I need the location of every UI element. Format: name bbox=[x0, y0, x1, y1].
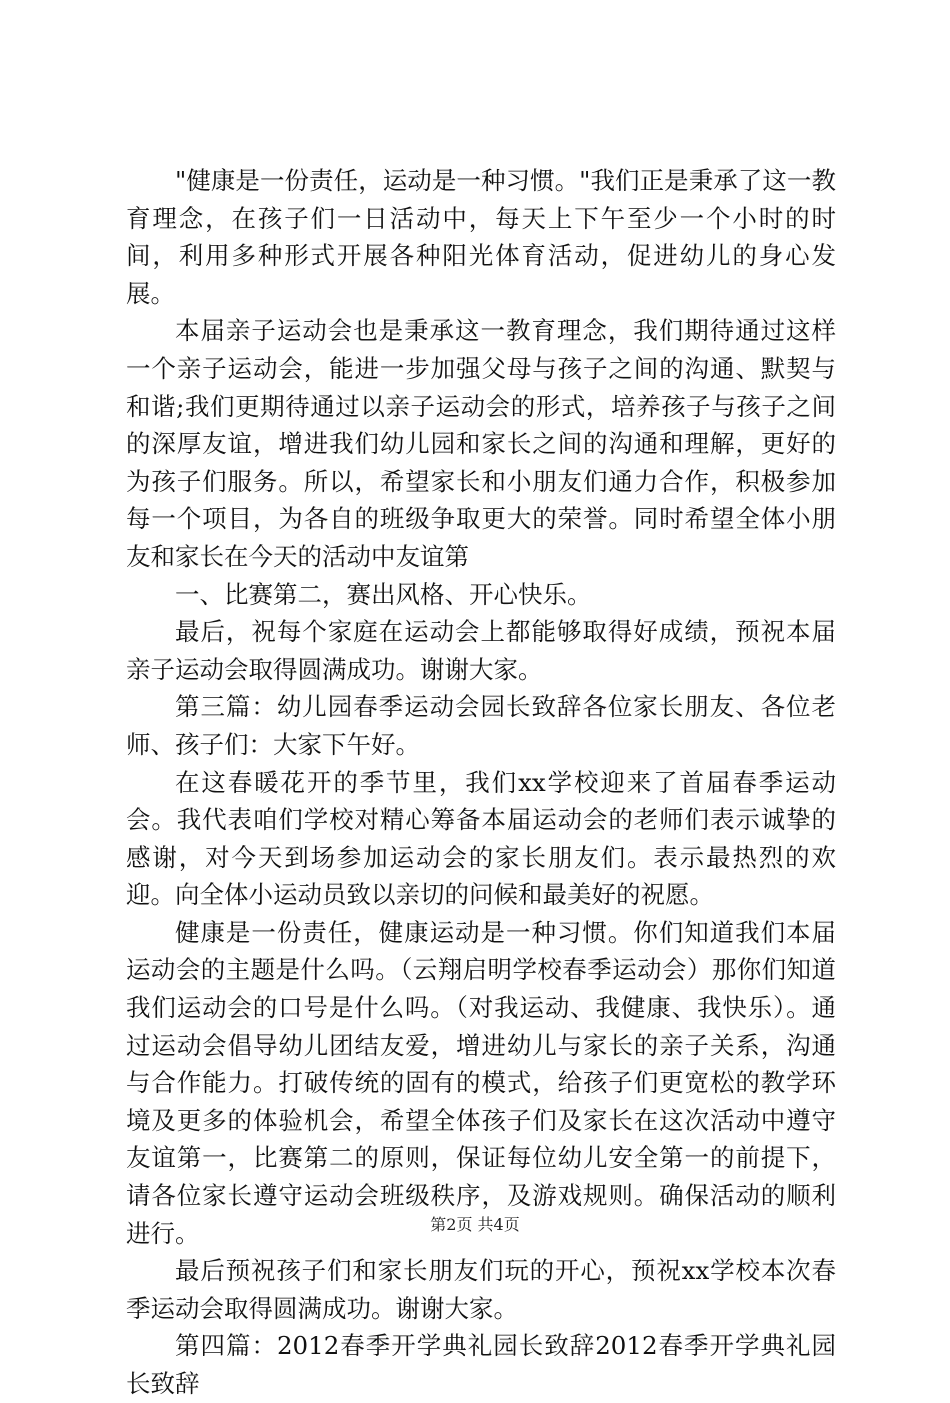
paragraph: 健康是一份责任，健康运动是一种习惯。你们知道我们本届运动会的主题是什么吗。（云翔启明学校春季运动会）那你们知道我们运动会的口号是什么吗。（对我运动、我健康、我快乐）。通过运动会倡导幼儿团结友爱，增进幼儿与家长的亲子关系，沟通与合作能力。打破传统的固有的模式，给孩子们更宽松的教学环境及更多的体验机会，希望全体孩子们及家长在这次活动中遵守友谊第一，比赛第二的原则，保证每位幼儿安全第一的前提下，请各位家长遵守运动会班级秩序，及游戏规则。确保活动的顺利进行。 bbox=[126, 917, 836, 1248]
page-number-footer: 第2页 共4页 bbox=[430, 1215, 520, 1234]
paragraph: 第四篇：2012春季开学典礼园长致辞2012春季开学典礼园长致辞 bbox=[126, 1331, 836, 1398]
paragraph: 在这春暖花开的季节里，我们xx学校迎来了首届春季运动会。我代表咱们学校对精心筹备本届运动会的老师们表示诚挚的感谢，对今天到场参加运动会的家长朋友们。表示最热烈的欢迎。向全体小运动员致以亲切的问候和最美好的祝愿。 bbox=[126, 767, 836, 910]
paragraph: 最后预祝孩子们和家长朋友们玩的开心，预祝xx学校本次春季运动会取得圆满成功。谢谢大家。 bbox=[126, 1256, 836, 1323]
paragraph: 第三篇：幼儿园春季运动会园长致辞各位家长朋友、各位老师、孩子们：大家下午好。 bbox=[126, 692, 836, 759]
paragraph: 一、比赛第二，赛出风格、开心快乐。 bbox=[175, 579, 592, 609]
paragraph: "健康是一份责任，运动是一种习惯。"我们正是秉承了这一教育理念，在孩子们一日活动中，每天上下午至少一个小时的时间，利用多种形式开展各种阳光体育活动，促进幼儿的身心发展。 bbox=[126, 166, 836, 308]
paragraph: 最后，祝每个家庭在运动会上都能够取得好成绩，预祝本届亲子运动会取得圆满成功。谢谢大家。 bbox=[126, 617, 836, 684]
paragraph: 本届亲子运动会也是秉承这一教育理念，我们期待通过这样一个亲子运动会，能进一步加强父母与孩子之间的沟通、默契与和谐;我们更期待通过以亲子运动会的形式，培养孩子与孩子之间的深厚友谊，增进我们幼儿园和家长之间的沟通和理解，更好的为孩子们服务。所以，希望家长和小朋友们通力合作，积极参加每一个项目，为各自的班级争取更大的荣誉。同时希望全体小朋友和家长在今天的活动中友谊第 bbox=[126, 316, 836, 571]
